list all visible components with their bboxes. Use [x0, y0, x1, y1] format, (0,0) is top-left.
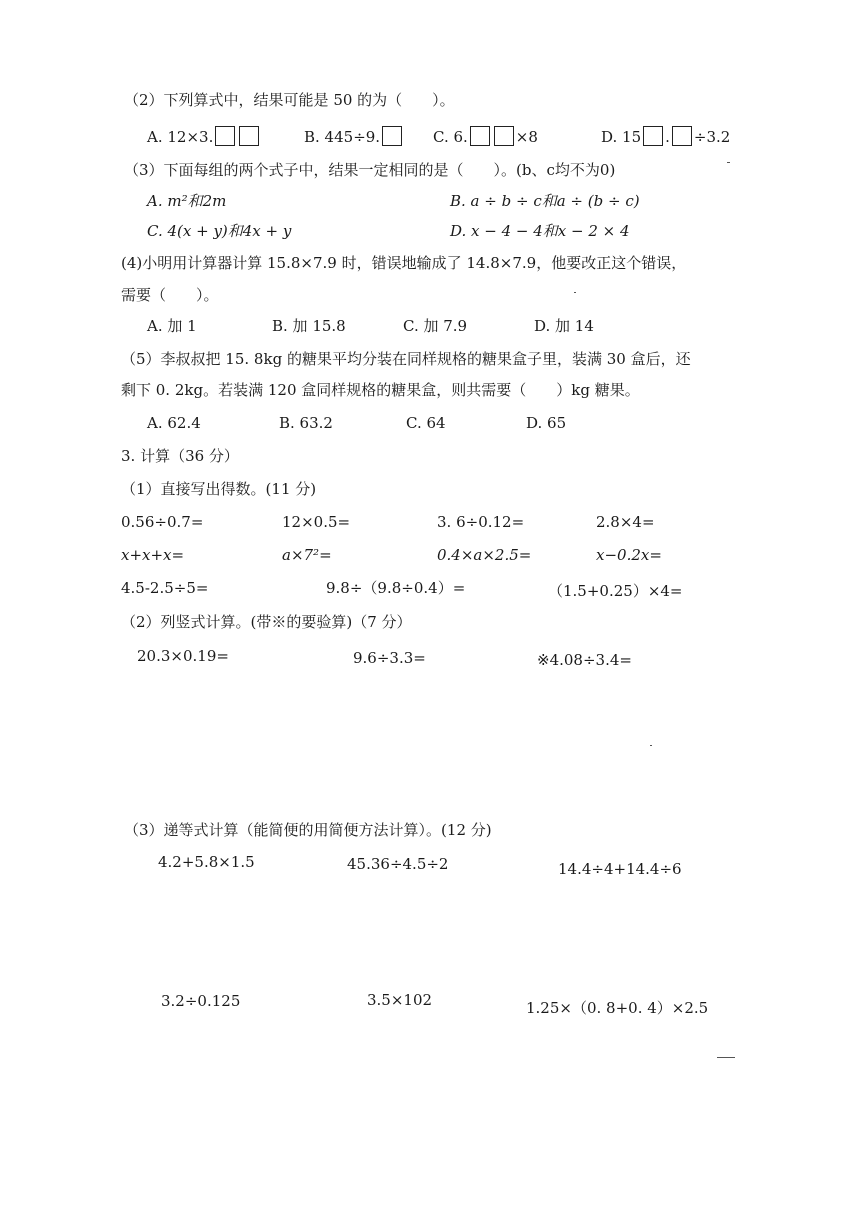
question-4-stem-line1: (4)小明用计算器计算 15.8×7.9 时，错误地输成了 14.8×7.9，他要改正这个错误， — [121, 254, 687, 272]
digit-blank-box — [470, 126, 490, 146]
mental-calc-item: 4.5-2.5÷5= — [121, 579, 209, 597]
part-1-title: （1）直接写出得数。(11 分) — [121, 480, 317, 498]
mental-calc-item: 0.56÷0.7= — [121, 513, 204, 531]
stepwise-calc-item: 3.2÷0.125 — [161, 992, 241, 1010]
mental-calc-item: x−0.2x= — [596, 546, 662, 564]
vertical-calc-item: ※4.08÷3.4= — [537, 651, 632, 669]
stepwise-calc-item: 1.25×（0. 8+0. 4）×2.5 — [526, 999, 709, 1017]
scan-speck — [650, 745, 652, 746]
option-d-dot: . — [665, 128, 670, 146]
vertical-calc-item: 9.6÷3.3= — [353, 649, 426, 667]
mental-calc-item: 3. 6÷0.12= — [437, 513, 525, 531]
option-d-text: D. 15 — [601, 128, 642, 146]
stepwise-calc-item: 45.36÷4.5÷2 — [347, 855, 449, 873]
mental-calc-item: 12×0.5= — [282, 513, 351, 531]
mental-calc-item: 9.8÷（9.8÷0.4）= — [326, 579, 466, 597]
question-5-stem-line2: 剩下 0. 2kg。若装满 120 盒同样规格的糖果盒，则共需要（ ）kg 糖果。 — [121, 381, 640, 399]
question-5-stem-line1: （5）李叔叔把 15. 8kg 的糖果平均分装在同样规格的糖果盒子里，装满 30 盒后，还 — [121, 350, 691, 368]
mental-calc-item: x+x+x= — [121, 546, 185, 564]
option-b: B. a ÷ b ÷ c和a ÷ (b ÷ c) — [450, 192, 640, 210]
part-2-title: （2）列竖式计算。(带※的要验算)（7 分） — [121, 613, 412, 631]
option-a: A. 62.4 — [147, 414, 201, 432]
option-b — [304, 126, 404, 147]
mental-calc-item: 2.8×4= — [596, 513, 655, 531]
scan-speck — [717, 1057, 735, 1058]
digit-blank-box — [239, 126, 259, 146]
mental-calc-item: 0.4×a×2.5= — [437, 546, 532, 564]
section-3-title: 3. 计算（36 分） — [121, 447, 239, 465]
option-b: B. 63.2 — [279, 414, 333, 432]
option-d-tail: ÷3.2 — [693, 128, 731, 146]
option-c-text: C. 6. — [433, 128, 468, 146]
option-d: D. x − 4 − 4和x − 2 × 4 — [450, 222, 630, 240]
mental-calc-item: （1.5+0.25）×4= — [548, 582, 683, 600]
stepwise-calc-item: 3.5×102 — [367, 991, 433, 1009]
vertical-calc-item: 20.3×0.19= — [137, 647, 229, 665]
digit-blank-box — [494, 126, 514, 146]
option-d: D. 加 14 — [534, 317, 594, 335]
option-c-tail: ×8 — [515, 128, 538, 146]
question-3-stem: （3）下面每组的两个式子中，结果一定相同的是（ ）。(b、c均不为0) — [124, 161, 616, 179]
option-d: D. 65 — [526, 414, 567, 432]
mental-calc-item: a×7²= — [282, 546, 332, 564]
scan-speck — [727, 162, 730, 163]
digit-blank-box — [382, 126, 402, 146]
option-c — [433, 126, 538, 147]
part-3-title: （3）递等式计算（能简便的用简便方法计算）。(12 分) — [124, 821, 492, 839]
option-c: C. 加 7.9 — [403, 317, 468, 335]
digit-blank-box — [672, 126, 692, 146]
question-4-stem-line2: 需要（ ）。 — [121, 286, 219, 304]
option-d — [601, 126, 730, 147]
digit-blank-box — [215, 126, 235, 146]
option-a-text: A. 12×3. — [147, 128, 214, 146]
option-a — [147, 126, 261, 147]
option-c: C. 64 — [406, 414, 446, 432]
option-a: A. 加 1 — [147, 317, 197, 335]
digit-blank-box — [643, 126, 663, 146]
scan-speck — [574, 292, 576, 293]
stepwise-calc-item: 14.4÷4+14.4÷6 — [558, 860, 682, 878]
question-2-stem: （2）下列算式中，结果可能是 50 的为（ ）。 — [124, 91, 455, 109]
option-b: B. 加 15.8 — [272, 317, 346, 335]
option-b-text: B. 445÷9. — [304, 128, 381, 146]
option-a: A. m²和2m — [147, 192, 227, 210]
stepwise-calc-item: 4.2+5.8×1.5 — [158, 853, 255, 871]
option-c: C. 4(x + y)和4x + y — [147, 222, 292, 240]
